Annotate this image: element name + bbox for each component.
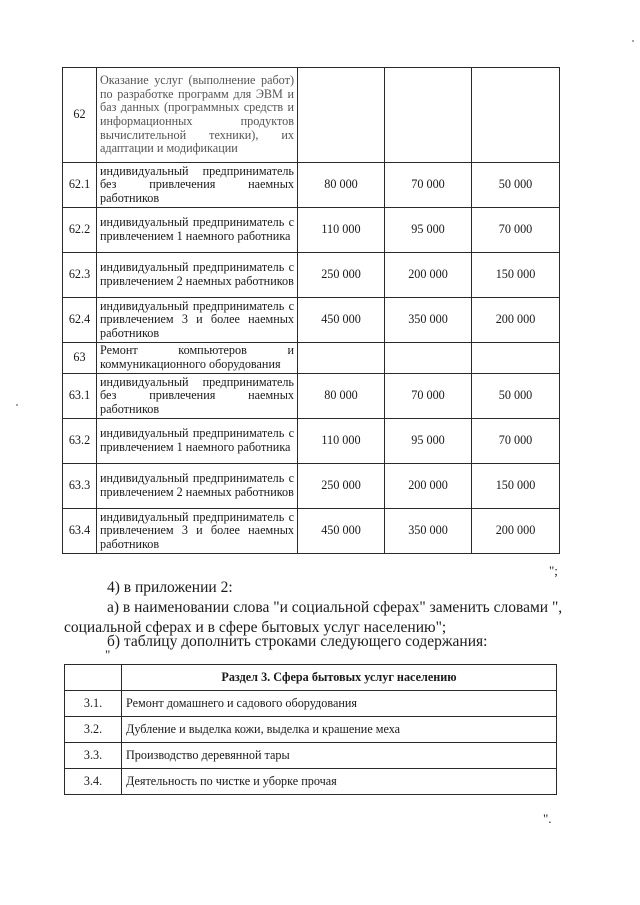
closing-quote: "; [549,563,558,578]
opening-quote: " [105,647,111,662]
value-cell-2: 200 000 [385,464,472,509]
service-name-cell: Ремонт домашнего и садового оборудования [122,691,557,717]
value-cell-3: 70 000 [472,419,560,464]
row-description-cell: индивидуальный предприниматель с привлечением 3 и более наемных работников [97,298,298,343]
value-cell-1: 450 000 [298,298,385,343]
value-cell-3 [472,343,560,374]
table-row [63,509,560,554]
value-cell-3: 50 000 [472,374,560,419]
row-description-cell: индивидуальный предприниматель с привлечением 1 наемного работника [97,208,298,253]
row-number-cell: 63 [63,343,97,374]
table-row [63,163,560,208]
table-row [63,343,560,374]
value-cell-2: 70 000 [385,374,472,419]
item-a-paragraph-line2: социальной сферах и в сфере бытовых услуг населению"; [64,619,447,636]
service-code-cell: 3.2. [65,717,122,743]
table-row [65,691,557,717]
item-4-paragraph: 4) в приложении 2: [107,579,233,596]
row-number-cell: 63.4 [63,509,97,554]
table-row [65,769,557,795]
value-cell-1 [298,68,385,163]
row-number-cell: 63.1 [63,374,97,419]
value-cell-3 [472,68,560,163]
row-number-cell: 63.2 [63,419,97,464]
value-cell-2: 95 000 [385,208,472,253]
table-row [65,743,557,769]
value-cell-2: 70 000 [385,163,472,208]
value-cell-1: 450 000 [298,509,385,554]
rates-table-body [63,68,560,554]
value-cell-1: 80 000 [298,163,385,208]
table-row [65,717,557,743]
table-row [63,464,560,509]
value-cell-1: 250 000 [298,253,385,298]
row-number-cell: 62.2 [63,208,97,253]
value-cell-3: 200 000 [472,298,560,343]
service-name-cell: Производство деревянной тары [122,743,557,769]
section-header-num-cell [65,665,122,691]
value-cell-2: 200 000 [385,253,472,298]
table-row [63,374,560,419]
service-code-cell: 3.4. [65,769,122,795]
row-description-cell: индивидуальный предприниматель с привлечением 2 наемных работников [97,253,298,298]
item-b-paragraph: б) таблицу дополнить строками следующего содержания: [107,633,488,650]
value-cell-3: 150 000 [472,253,560,298]
row-description-cell: Оказание услуг (выполнение работ) по разработке программ для ЭВМ и баз данных (программных средств и информационных продуктов вычислительной техники), их адаптации и модификации [97,68,298,163]
scan-speck [16,404,18,406]
service-name-cell: Деятельность по чистке и уборке прочая [122,769,557,795]
table-row [63,253,560,298]
value-cell-3: 70 000 [472,208,560,253]
value-cell-1: 110 000 [298,419,385,464]
closing-quote-final: ". [543,811,552,826]
row-number-cell: 62.3 [63,253,97,298]
services-section-table [64,664,557,795]
value-cell-2 [385,343,472,374]
section-header-title: Раздел 3. Сфера бытовых услуг населению [122,665,557,691]
row-number-cell: 62 [63,68,97,163]
value-cell-2: 95 000 [385,419,472,464]
table-row [63,419,560,464]
value-cell-3: 50 000 [472,163,560,208]
row-number-cell: 63.3 [63,464,97,509]
service-name-cell: Дубление и выделка кожи, выделка и крашение меха [122,717,557,743]
value-cell-1: 80 000 [298,374,385,419]
row-description-cell: индивидуальный предприниматель с привлечением 2 наемных работников [97,464,298,509]
value-cell-1: 110 000 [298,208,385,253]
table-row [63,68,560,163]
rates-table [62,67,560,554]
table-row [63,298,560,343]
value-cell-2: 350 000 [385,509,472,554]
value-cell-2: 350 000 [385,298,472,343]
row-description-cell: индивидуальный предприниматель с привлечением 3 и более наемных работников [97,509,298,554]
value-cell-1 [298,343,385,374]
item-a-paragraph-line1: а) в наименовании слова "и социальной сферах" заменить словами ", [107,599,563,616]
value-cell-3: 150 000 [472,464,560,509]
value-cell-1: 250 000 [298,464,385,509]
services-table-body [65,691,557,795]
service-code-cell: 3.1. [65,691,122,717]
value-cell-2 [385,68,472,163]
section-header-row [65,665,557,691]
row-description-cell: индивидуальный предприниматель с привлечением 1 наемного работника [97,419,298,464]
row-description-cell: индивидуальный предприниматель без привлечения наемных работников [97,374,298,419]
table-row [63,208,560,253]
row-number-cell: 62.1 [63,163,97,208]
scan-speck [632,40,634,42]
service-code-cell: 3.3. [65,743,122,769]
row-number-cell: 62.4 [63,298,97,343]
value-cell-3: 200 000 [472,509,560,554]
row-description-cell: Ремонт компьютеров и коммуникационного оборудования [97,343,298,374]
row-description-cell: индивидуальный предприниматель без привлечения наемных работников [97,163,298,208]
